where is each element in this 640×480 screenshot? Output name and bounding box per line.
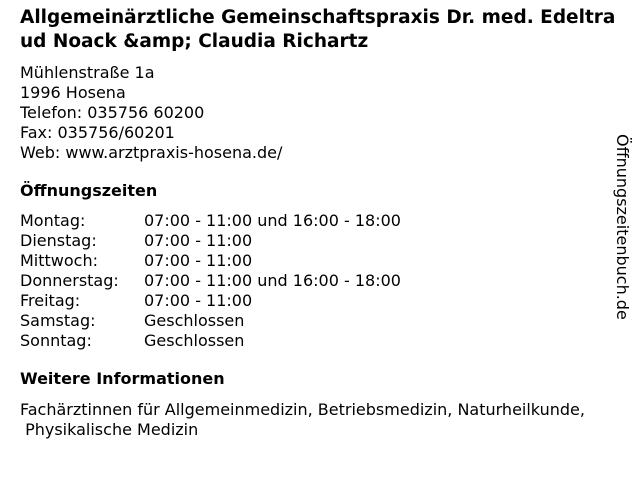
practice-title: Allgemeinärztliche Gemeinschaftspraxis Dr. med. Edeltraud Noack &amp; Claudia Richartz bbox=[20, 7, 616, 52]
hours-day-label: Freitag: bbox=[20, 291, 81, 310]
hours-row-wednesday bbox=[20, 251, 620, 271]
address-web: Web: www.arztpraxis-hosena.de/ bbox=[20, 143, 283, 162]
brand-watermark: Öffnungszeitenbuch.de bbox=[613, 134, 632, 320]
hours-row-sunday bbox=[20, 331, 620, 351]
further-info-line: Physikalische Medizin bbox=[20, 420, 199, 439]
further-info-text bbox=[20, 400, 620, 440]
address-phone: Telefon: 035756 60200 bbox=[20, 103, 205, 122]
address-block bbox=[20, 63, 620, 163]
further-info-line: Fachärztinnen für Allgemeinmedizin, Betriebsmedizin, Naturheilkunde, bbox=[20, 400, 585, 419]
opening-hours-table bbox=[20, 211, 620, 351]
hours-time-value: 07:00 - 11:00 bbox=[144, 251, 253, 270]
hours-time-value: Geschlossen bbox=[144, 311, 245, 330]
address-city: 1996 Hosena bbox=[20, 83, 126, 102]
hours-time-value: 07:00 - 11:00 bbox=[144, 291, 253, 310]
further-info-heading: Weitere Informationen bbox=[20, 369, 225, 388]
hours-day-label: Montag: bbox=[20, 211, 86, 230]
hours-row-thursday bbox=[20, 271, 620, 291]
hours-row-tuesday bbox=[20, 231, 620, 251]
hours-row-monday bbox=[20, 211, 620, 231]
hours-day-label: Donnerstag: bbox=[20, 271, 119, 290]
address-fax: Fax: 035756/60201 bbox=[20, 123, 175, 142]
hours-time-value: Geschlossen bbox=[144, 331, 245, 350]
address-street: Mühlenstraße 1a bbox=[20, 63, 155, 82]
hours-day-label: Dienstag: bbox=[20, 231, 97, 250]
hours-row-friday bbox=[20, 291, 620, 311]
hours-row-saturday bbox=[20, 311, 620, 331]
hours-time-value: 07:00 - 11:00 und 16:00 - 18:00 bbox=[144, 211, 401, 230]
hours-day-label: Sonntag: bbox=[20, 331, 92, 350]
practice-info-page bbox=[20, 6, 620, 440]
hours-day-label: Mittwoch: bbox=[20, 251, 98, 270]
hours-day-label: Samstag: bbox=[20, 311, 96, 330]
hours-time-value: 07:00 - 11:00 und 16:00 - 18:00 bbox=[144, 271, 401, 290]
hours-time-value: 07:00 - 11:00 bbox=[144, 231, 253, 250]
opening-hours-heading: Öffnungszeiten bbox=[20, 181, 158, 200]
